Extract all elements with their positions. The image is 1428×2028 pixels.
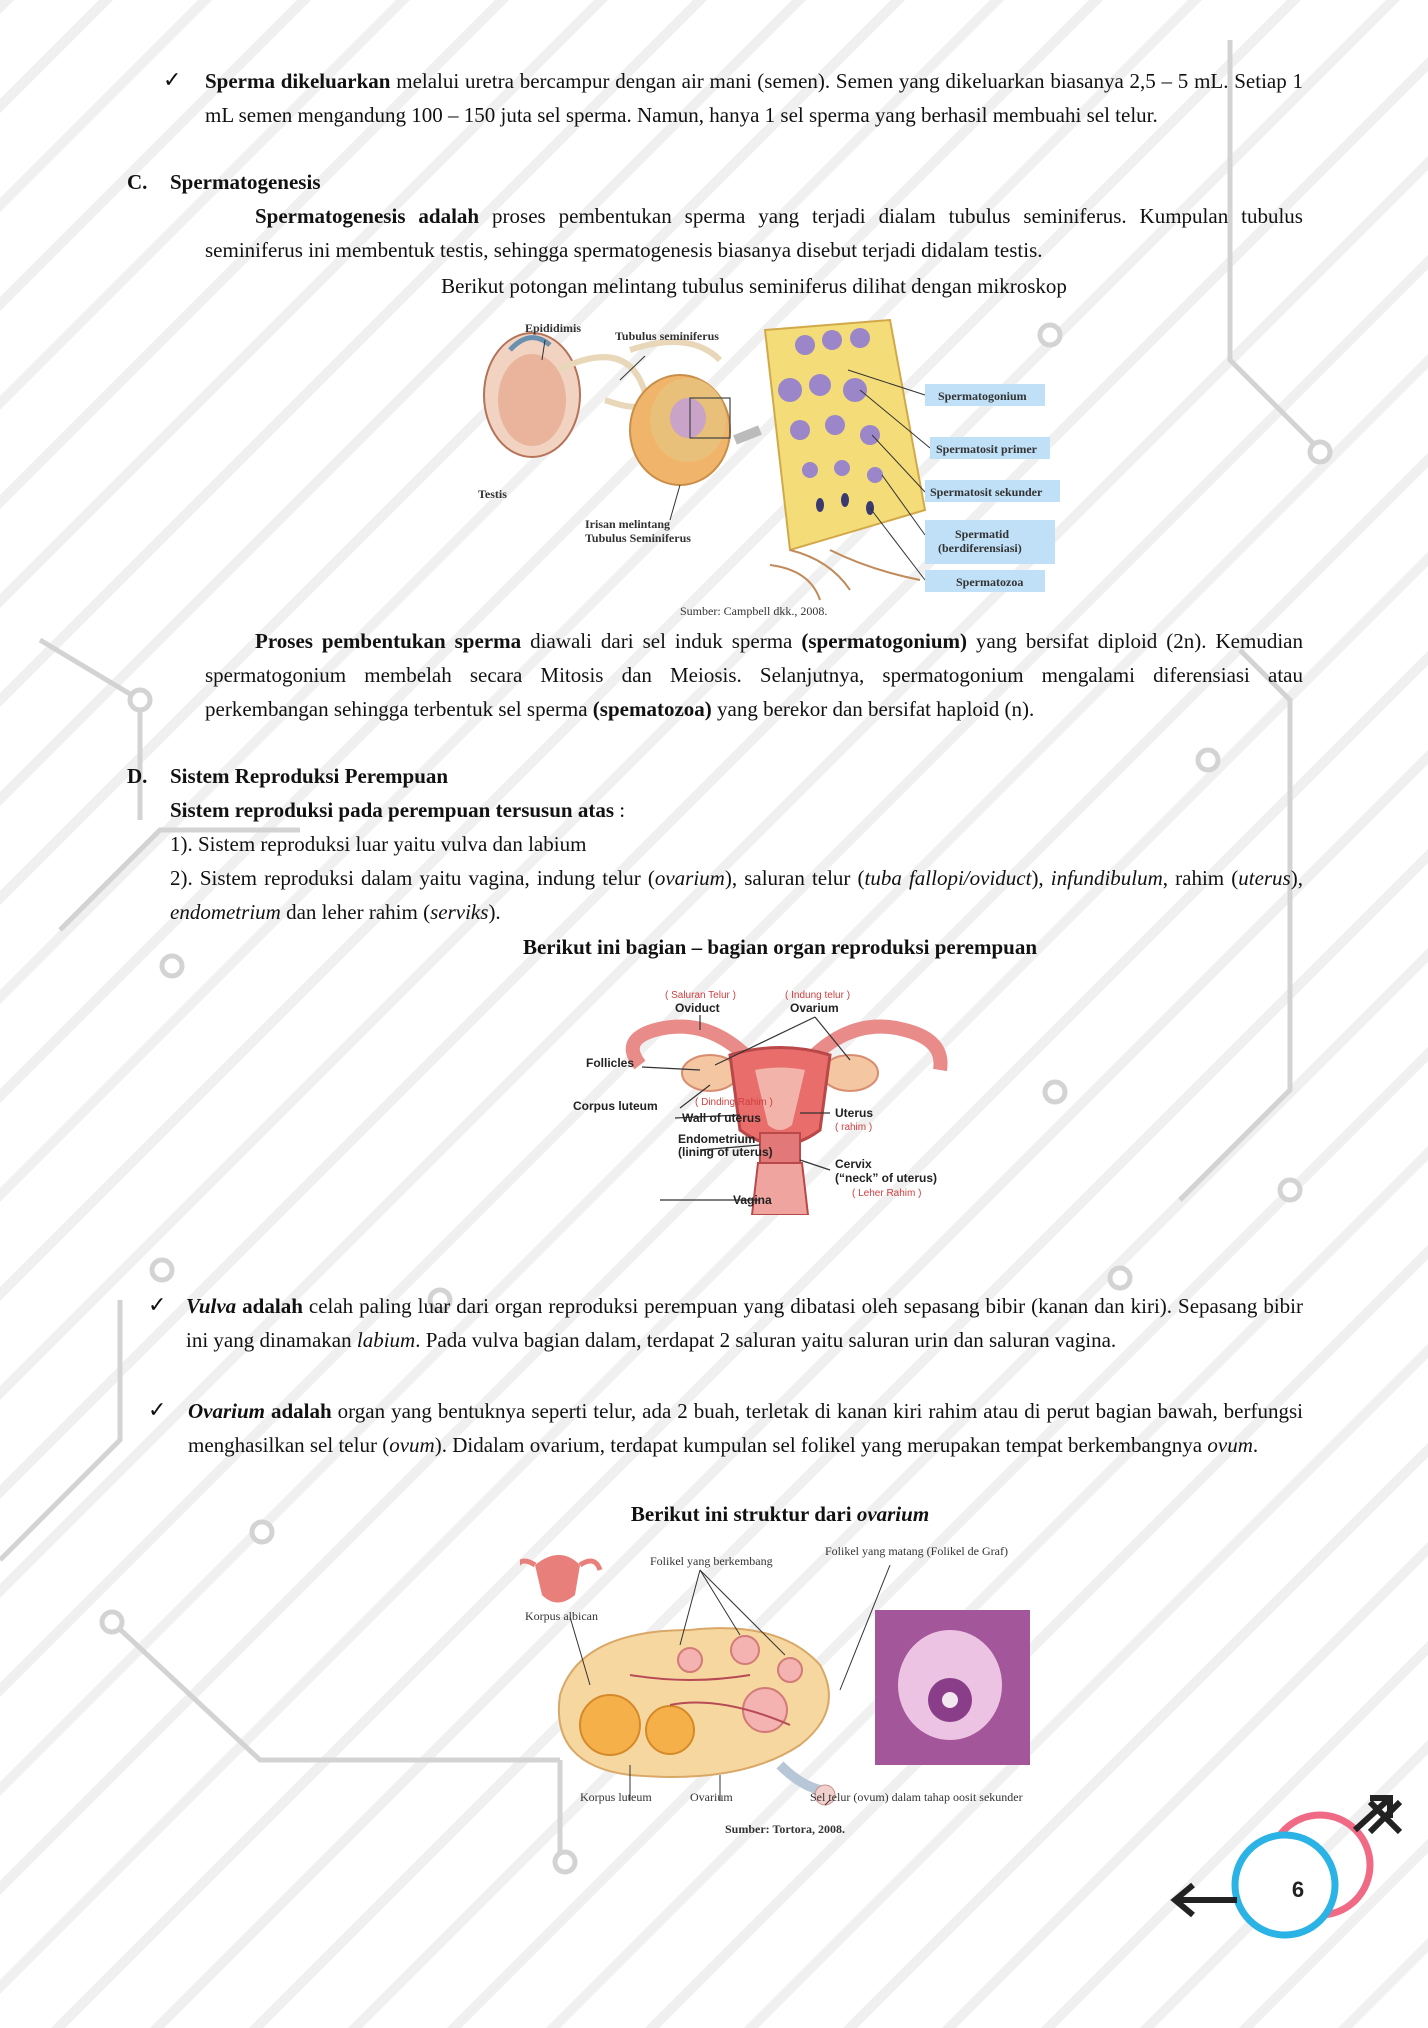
sperm-bullet bbox=[163, 64, 1303, 132]
item2-d: , rahim ( bbox=[1162, 866, 1239, 890]
proses-bold: Proses pembentukan sperma bbox=[255, 629, 522, 653]
vulva-term: Vulva bbox=[186, 1294, 237, 1318]
list-item-1: 1). Sistem reproduksi luar yaitu vulva dan labium bbox=[170, 832, 587, 856]
label-spermatogonium: Spermatogonium bbox=[938, 389, 1027, 403]
label-irisan-2: Tubulus Seminiferus bbox=[585, 531, 691, 545]
item2-b: ), saluran telur ( bbox=[724, 866, 865, 890]
label-wall-of-uterus: Wall of uterus bbox=[682, 1111, 761, 1125]
figure1-source: Sumber: Campbell dkk., 2008. bbox=[680, 604, 828, 618]
spermatogenesis-text: proses pembentukan sperma yang terjadi dialam tubulus seminiferus. Kumpulan tubulus seminiferus ini membentuk testis, sehingga spermatogenesis biasanya disebut terjadi didalam testis. bbox=[205, 204, 1303, 262]
figure3-caption bbox=[205, 1497, 1355, 1531]
label-oviduct: Oviduct bbox=[675, 1001, 720, 1015]
item2-c: ), bbox=[1031, 866, 1051, 890]
item2-i3: infundibulum bbox=[1050, 866, 1163, 890]
vulva-adalah: adalah bbox=[236, 1294, 303, 1318]
label-dinding-rahim: ( Dinding Rahim ) bbox=[695, 1097, 773, 1108]
label-follicles: Follicles bbox=[586, 1056, 635, 1070]
page-logo bbox=[1165, 1790, 1405, 1960]
label-tubulus: Tubulus seminiferus bbox=[615, 329, 719, 343]
check-icon: ✓ bbox=[163, 68, 182, 93]
label-epididimis: Epididimis bbox=[525, 321, 582, 335]
section-c-title: Spermatogenesis bbox=[170, 170, 321, 194]
figure2-caption: Berikut ini bagian – bagian organ reproduksi perempuan bbox=[522, 935, 1038, 959]
label-spermatid-2: (berdiferensiasi) bbox=[938, 541, 1022, 555]
sperm-bullet-text: melalui uretra bercampur dengan air mani (semen). Semen yang dikeluarkan biasanya 2,5 – 5 mL. Setiap 1 mL semen mengandung 100 – 150 juta sel sperma. Namun, hanya 1 sel sperma yang berhasil membuahi sel telur. bbox=[205, 69, 1303, 127]
label-folikel-matang: Folikel yang matang (Folikel de Graf) bbox=[825, 1544, 1008, 1558]
vulva-text-b: . Pada vulva bagian dalam, terdapat 2 saluran yaitu saluran urin dan saluran vagina. bbox=[415, 1328, 1117, 1352]
ovarium-ovum-1: ovum bbox=[389, 1433, 435, 1457]
item2-a: 2). Sistem reproduksi dalam yaitu vagina, indung telur ( bbox=[170, 866, 655, 890]
label-vagina: Vagina bbox=[733, 1193, 772, 1207]
label-korpus-luteum: Korpus luteum bbox=[580, 1790, 652, 1804]
ovarium-term: Ovarium bbox=[188, 1399, 266, 1423]
seminiferous-tubule-figure bbox=[470, 310, 1070, 620]
ovarium-ovum-2: ovum bbox=[1207, 1433, 1253, 1457]
label-irisan-1: Irisan melintang bbox=[585, 517, 671, 531]
ovarium-bullet bbox=[148, 1394, 1303, 1462]
label-leher-rahim: ( Leher Rahim ) bbox=[852, 1188, 922, 1199]
label-cervix-1: Cervix bbox=[835, 1157, 872, 1171]
label-rahim: ( rahim ) bbox=[835, 1122, 873, 1133]
section-c-letter: C. bbox=[127, 170, 148, 194]
label-saluran-telur: ( Saluran Telur ) bbox=[665, 990, 736, 1001]
ovary-structure-figure bbox=[520, 1535, 1040, 1840]
label-cervix-2: (“neck” of uterus) bbox=[835, 1171, 938, 1185]
proses-bold-3: (spematozoa) bbox=[592, 697, 712, 721]
item2-i1: ovarium bbox=[654, 866, 725, 890]
vulva-text-a: celah paling luar dari organ reproduksi perempuan yang dibatasi oleh sepasang bibir (kanan dan kiri). Sepasang bibir ini yang dinamakan bbox=[186, 1294, 1303, 1352]
section-d-title: Sistem Reproduksi Perempuan bbox=[170, 764, 449, 788]
check-icon: ✓ bbox=[148, 1398, 167, 1423]
vulva-labium: labium bbox=[356, 1328, 416, 1352]
page-number: 6 bbox=[1291, 1877, 1305, 1902]
label-indung-telur: ( Indung telur ) bbox=[785, 990, 851, 1001]
figure3-caption-text: Berikut ini struktur dari bbox=[630, 1502, 857, 1526]
mars-circle-icon bbox=[1235, 1835, 1335, 1935]
figure1-caption: Berikut potongan melintang tubulus seminiferus dilihat dengan mikroskop bbox=[441, 274, 1067, 298]
label-corpus-luteum: Corpus luteum bbox=[573, 1099, 658, 1113]
proses-text-b: yang bersifat diploid (2n). Kemudian spermatogonium membelah secara Mitosis dan Meiosis. Selanjutnya, spermatogonium mengalami diferensiasi atau perkembangan sehingga terbentuk sel sperma bbox=[205, 629, 1303, 721]
section-c-heading bbox=[127, 165, 321, 199]
proses-text-a: diawali dari sel induk sperma bbox=[521, 629, 802, 653]
vulva-bullet bbox=[148, 1289, 1303, 1357]
item2-f: dan leher rahim ( bbox=[280, 900, 431, 924]
label-folikel-berkembang: Folikel yang berkembang bbox=[650, 1554, 773, 1568]
arrow-left-icon bbox=[1175, 1885, 1237, 1915]
label-testis: Testis bbox=[478, 487, 507, 501]
item2-e: ), bbox=[1290, 866, 1303, 890]
sperm-bullet-bold: Sperma dikeluarkan bbox=[205, 69, 391, 93]
label-korpus-albican: Korpus albican bbox=[525, 1609, 598, 1623]
figure3-source: Sumber: Tortora, 2008. bbox=[725, 1822, 845, 1836]
label-spermatosit-sekunder: Spermatosit sekunder bbox=[930, 485, 1043, 499]
label-endometrium-2: (lining of uterus) bbox=[678, 1145, 773, 1159]
item2-i5: endometrium bbox=[170, 900, 281, 924]
item2-i2: tuba fallopi/oviduct bbox=[864, 866, 1032, 890]
subtitle-bold: Sistem reproduksi pada perempuan tersusun atas bbox=[170, 798, 615, 822]
ovarium-text-a: organ yang bentuknya seperti telur, ada 2 buah, terletak di kanan kiri rahim atau di perut bagian bawah, berfungsi menghasilkan sel telur ( bbox=[188, 1399, 1303, 1457]
spermatogenesis-bold: Spermatogenesis adalah bbox=[255, 204, 480, 228]
ovarium-text-b: ). Didalam ovarium, terdapat kumpulan sel folikel yang merupakan tempat berkembangnya bbox=[434, 1433, 1208, 1457]
section-d-letter: D. bbox=[127, 764, 148, 788]
label-endometrium-1: Endometrium bbox=[678, 1132, 756, 1146]
figure3-caption-italic: ovarium bbox=[856, 1502, 930, 1526]
list-item-2 bbox=[170, 861, 1303, 929]
label-ovarium-fig3: Ovarium bbox=[690, 1790, 733, 1804]
section-d-heading bbox=[127, 759, 449, 793]
label-ovarium: Ovarium bbox=[790, 1001, 839, 1015]
label-spermatid-1: Spermatid bbox=[955, 527, 1009, 541]
female-reproductive-figure bbox=[560, 985, 1000, 1215]
section-d-subtitle bbox=[170, 793, 625, 827]
proses-bold-2: (spermatogonium) bbox=[801, 629, 968, 653]
label-spermatozoa: Spermatozoa bbox=[956, 575, 1024, 589]
check-icon: ✓ bbox=[148, 1293, 167, 1318]
label-sel-telur: Sel telur (ovum) dalam tahap oosit sekunder bbox=[810, 1790, 1023, 1804]
ovarium-text-c: . bbox=[1252, 1433, 1259, 1457]
label-spermatosit-primer: Spermatosit primer bbox=[936, 442, 1037, 456]
item2-g: ). bbox=[488, 900, 501, 924]
ovarium-adalah: adalah bbox=[265, 1399, 332, 1423]
label-uterus: Uterus bbox=[835, 1106, 874, 1120]
proses-text-c: yang berekor dan bersifat haploid (n). bbox=[711, 697, 1035, 721]
proses-paragraph bbox=[205, 624, 1303, 726]
subtitle-rest: : bbox=[614, 798, 626, 822]
spermatogenesis-paragraph bbox=[155, 199, 1303, 267]
item2-i4: uterus bbox=[1238, 866, 1291, 890]
item2-i6: serviks bbox=[430, 900, 489, 924]
